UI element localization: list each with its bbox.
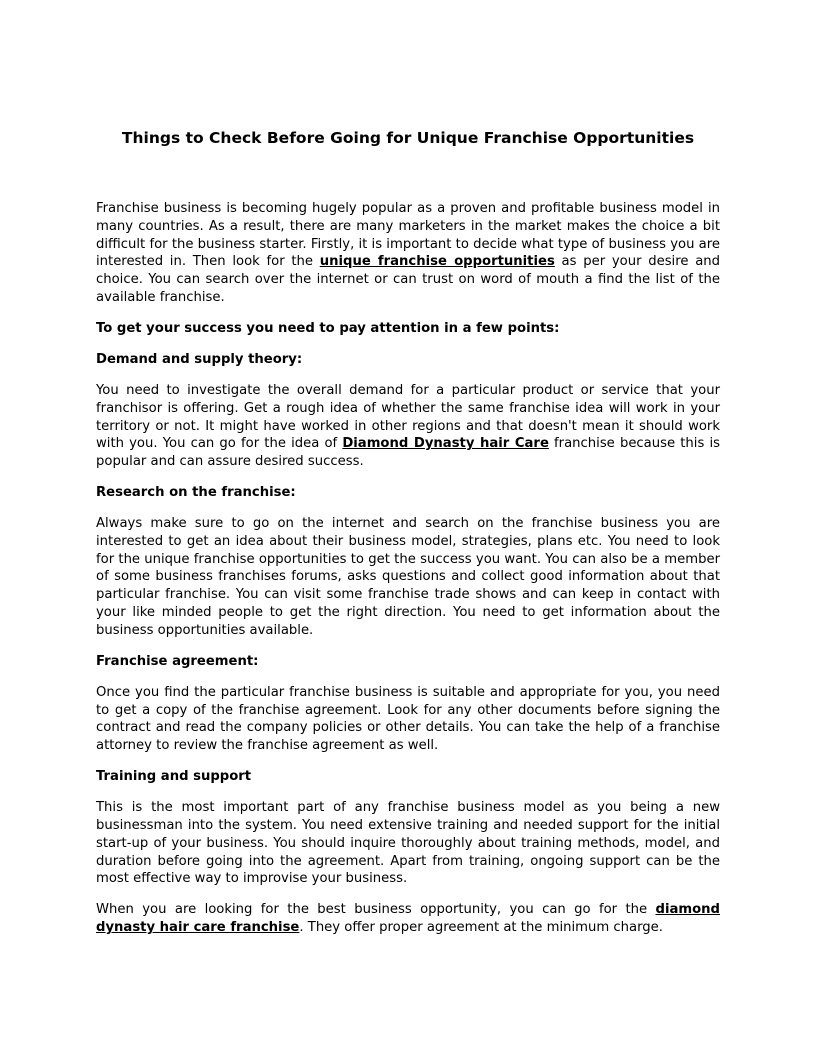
demand-paragraph bbox=[96, 382, 720, 471]
closing-text-before-link: When you are looking for the best business opportunity, you can go for the bbox=[96, 902, 656, 918]
agreement-paragraph: Once you find the particular franchise business is suitable and appropriate for you, you need to get a copy of the franchise agreement. Look for any other documents before signing the contract and read the company policies or other details. You can take the help of a franchise attorney to review the franchise agreement as well. bbox=[96, 684, 720, 754]
closing-text-after-link: . They offer proper agreement at the minimum charge. bbox=[299, 920, 663, 936]
intro-paragraph bbox=[96, 200, 720, 307]
unique-franchise-opportunities-link[interactable]: unique franchise opportunities bbox=[319, 254, 555, 270]
demand-heading: Demand and supply theory: bbox=[96, 351, 303, 367]
demand-text-after-link: franchise because this is popular and can assure desired success. bbox=[96, 436, 721, 470]
research-paragraph: Always make sure to go on the internet and search on the franchise business you are interested to get an idea about their business model, strategies, plans etc. You need to look for the unique franchise opportunities to get the success you want. You can also be a member of some business franchises forums, asks questions and collect good information about that particular franchise. You can visit some franchise trade shows and can keep in contact with your like minded people to get the right direction. You need to get information about the business opportunities available. bbox=[96, 516, 720, 638]
document-title: Things to Check Before Going for Unique Franchise Opportunities bbox=[121, 129, 695, 147]
diamond-dynasty-hair-care-link[interactable]: Diamond Dynasty hair Care bbox=[342, 436, 549, 452]
demand-text-before-link: You need to investigate the overall demand for a particular product or service that your franchisor is offering. Get a rough idea of whether the same franchise idea will work in your territory or not. It might have worked in other regions and that doesn't mean it should work with you. You can go for the idea of bbox=[96, 382, 720, 452]
agreement-heading: Franchise agreement: bbox=[96, 653, 259, 669]
document-body bbox=[96, 200, 720, 950]
diamond-dynasty-franchise-link[interactable]: diamond dynasty hair care franchise bbox=[96, 902, 720, 936]
intro-text-after-link: as per your desire and choice. You can search over the internet or can trust on word of mouth a find the list of the available franchise. bbox=[96, 254, 721, 305]
training-heading: Training and support bbox=[96, 769, 252, 785]
research-heading: Research on the franchise: bbox=[96, 485, 296, 501]
attention-heading: To get your success you need to pay attention in a few points: bbox=[96, 320, 560, 336]
closing-paragraph bbox=[96, 901, 720, 937]
training-paragraph: This is the most important part of any franchise business model as you being a new businessman into the system. You need extensive training and needed support for the initial start-up of your business. You should inquire thoroughly about training methods, model, and duration before going into the agreement. Apart from training, ongoing support can be the most effective way to improvise your business. bbox=[96, 800, 720, 887]
intro-text-before-link: Franchise business is becoming hugely popular as a proven and profitable business model in many countries. As a result, there are many marketers in the market makes the choice a bit difficult for the business starter. Firstly, it is important to decide what type of business you are interested in. Then look for the bbox=[96, 201, 720, 270]
